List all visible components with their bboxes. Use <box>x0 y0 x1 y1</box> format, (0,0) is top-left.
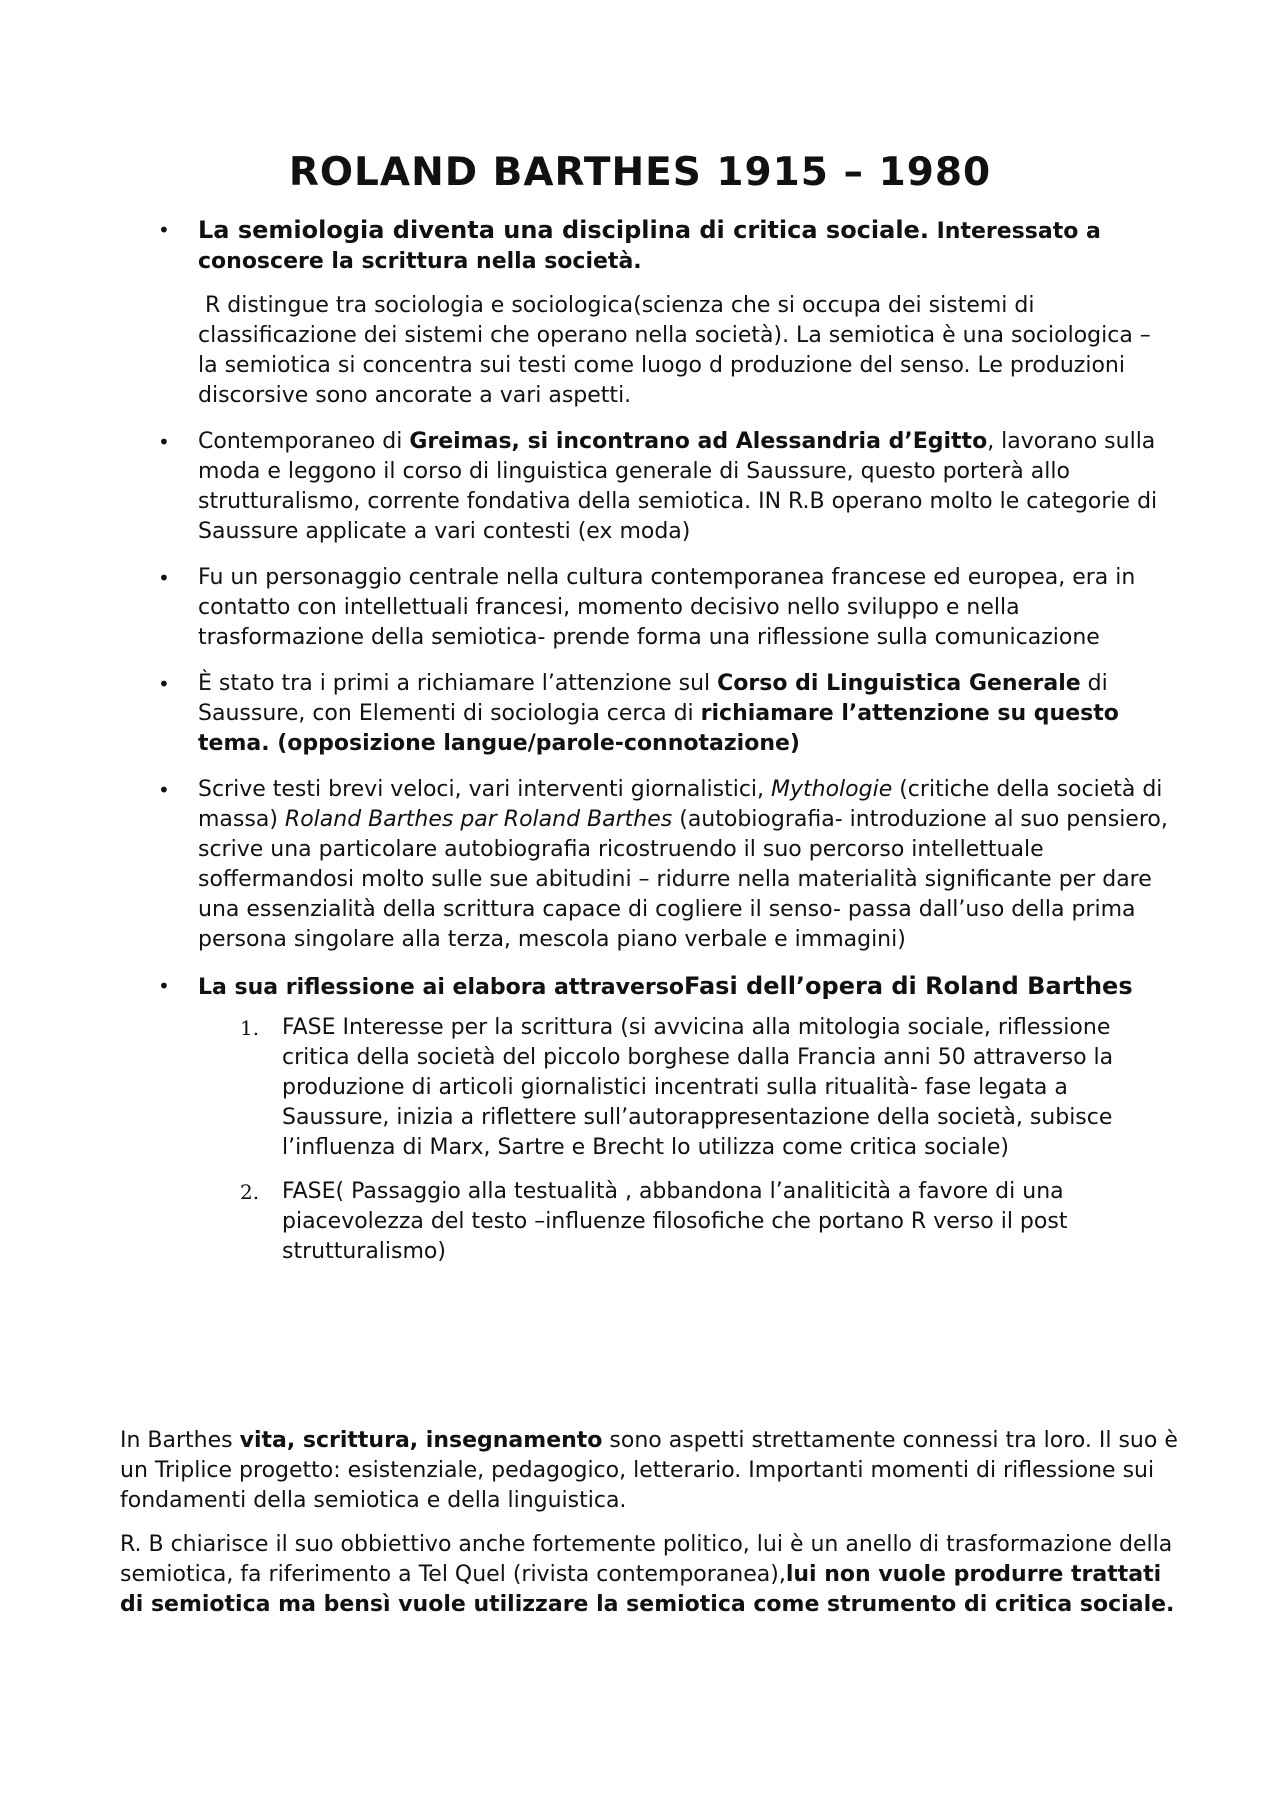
phase-item <box>198 1177 1170 1267</box>
phase-item <box>198 1013 1170 1163</box>
text-run: di Saussure, con Elementi di sociologia cerca di <box>198 671 1108 726</box>
bullet-heading <box>198 971 1170 1003</box>
text-run: È stato tra i primi a richiamare l’attenzione sul <box>198 671 718 696</box>
paragraph <box>120 1530 1180 1620</box>
bullet-item-testi <box>0 775 1280 955</box>
text-run: In Barthes <box>120 1428 240 1453</box>
bold-run: La sua riflessione ai elabora attraverso <box>198 975 684 1000</box>
bullet-icon: • <box>158 430 170 454</box>
paragraph <box>120 1426 1180 1516</box>
bold-run: Fasi dell’opera di Roland Barthes <box>683 972 1133 1000</box>
bullet-text <box>198 775 1170 955</box>
bold-run: Corso di Linguistica Generale <box>717 671 1081 696</box>
phase-list <box>198 1013 1170 1267</box>
bullet-heading <box>198 215 1170 277</box>
bold-run: richiamare l’attenzione su questo tema. (opposizione langue/parole-connotazione) <box>198 701 1119 756</box>
phase-text: FASE Interesse per la scrittura (si avvicina alla mitologia sociale, riflessione critica della società del piccolo borghese dalla Francia anni 50 attraverso la produzione di articoli giornalistici incentrati sulla ritualità- fase legata a Saussure, inizia a riflettere sull’autorappresentazione della società, subisce l’influenza di Marx, Sartre e Brecht lo utilizza come critica sociale) <box>282 1015 1114 1160</box>
list-number: 1. <box>240 1016 260 1040</box>
bullet-item-greimas <box>0 427 1280 547</box>
page-title: ROLAND BARTHES 1915 – 1980 <box>288 150 992 195</box>
text-run: (autobiografia- introduzione al suo pensiero, scrive una particolare autobiografia ricostruendo il suo percorso intellettuale soffermandosi molto sulle sue abitudini – ridurre nella materialità significante per dare una essenzialità della scrittura capace di cogliere il senso- passa dall’uso della prima persona singolare alla terza, mescola piano verbale e immagini) <box>198 807 1168 952</box>
bullet-item-corso <box>0 669 1280 759</box>
bold-run: vita, scrittura, insegnamento <box>239 1428 603 1453</box>
phase-text: FASE( Passaggio alla testualità , abbandona l’analiticità a favore di una piacevolezza del testo –influenze filosofiche che portano R verso il post strutturalismo) <box>282 1179 1068 1264</box>
closing-paragraphs <box>120 1426 1180 1634</box>
bullet-item-semiologia <box>0 215 1280 411</box>
bullet-text: Fu un personaggio centrale nella cultura contemporanea francese ed europea, era in contatto con intellettuali francesi, momento decisivo nello sviluppo e nella trasformazione della semiotica- prende forma una riflessione sulla comunicazione <box>198 565 1136 650</box>
bullet-item-fasi <box>0 971 1280 1267</box>
bullet-icon: • <box>158 974 170 998</box>
bullet-text <box>198 427 1170 547</box>
text-run: , lavorano sulla moda e leggono il corso di linguistica generale di Saussure, questo porterà allo strutturalismo, corrente fondativa della semiotica. IN R.B operano molto le categorie di Saussure applicate a vari contesti (ex moda) <box>198 429 1158 544</box>
text-run: Scrive testi brevi veloci, vari interventi giornalistici, <box>198 777 772 802</box>
text-run: Contemporaneo di <box>198 429 410 454</box>
bullet-list <box>0 215 1280 1283</box>
bullet-heading-sub: Interessato a conoscere la scrittura nella società. <box>198 219 1101 274</box>
italic-run: Roland Barthes par Roland Barthes <box>284 807 673 832</box>
text-run: sono aspetti strettamente connessi tra loro. Il suo è un Triplice progetto: esistenziale, pedagogico, letterario. Importanti momenti di riflessione sui fondamenti della semiotica e della linguistica. <box>120 1428 1178 1513</box>
text-run: (critiche della società di massa) <box>198 777 1163 832</box>
bullet-icon: • <box>158 566 170 590</box>
list-number: 2. <box>240 1180 260 1204</box>
bullet-icon: • <box>158 672 170 696</box>
text-run: R. B chiarisce il suo obbiettivo anche fortemente politico, lui è un anello di trasformazione della semiotica, fa riferimento a Tel Quel (rivista contemporanea), <box>120 1532 1173 1587</box>
italic-run: Mythologie <box>771 777 893 802</box>
bullet-item-personaggio <box>0 563 1280 653</box>
bullet-icon: • <box>158 778 170 802</box>
bullet-body: R distingue tra sociologia e sociologica(scienza che si occupa dei sistemi di classificazione dei sistemi che operano nella società). La semiotica è una sociologica – la semiotica si concentra sui testi come luogo d produzione del senso. Le produzioni discorsive sono ancorate a vari aspetti. <box>198 293 1151 408</box>
bold-run: lui non vuole produrre trattati di semiotica ma bensì vuole utilizzare la semiotica come strumento di critica sociale. <box>120 1562 1175 1617</box>
bullet-icon: • <box>158 218 170 242</box>
bullet-heading-main: La semiologia diventa una disciplina di critica sociale. <box>198 216 929 244</box>
bold-run: Greimas, si incontrano ad Alessandria d’Egitto <box>409 429 988 454</box>
bullet-text <box>198 669 1170 759</box>
